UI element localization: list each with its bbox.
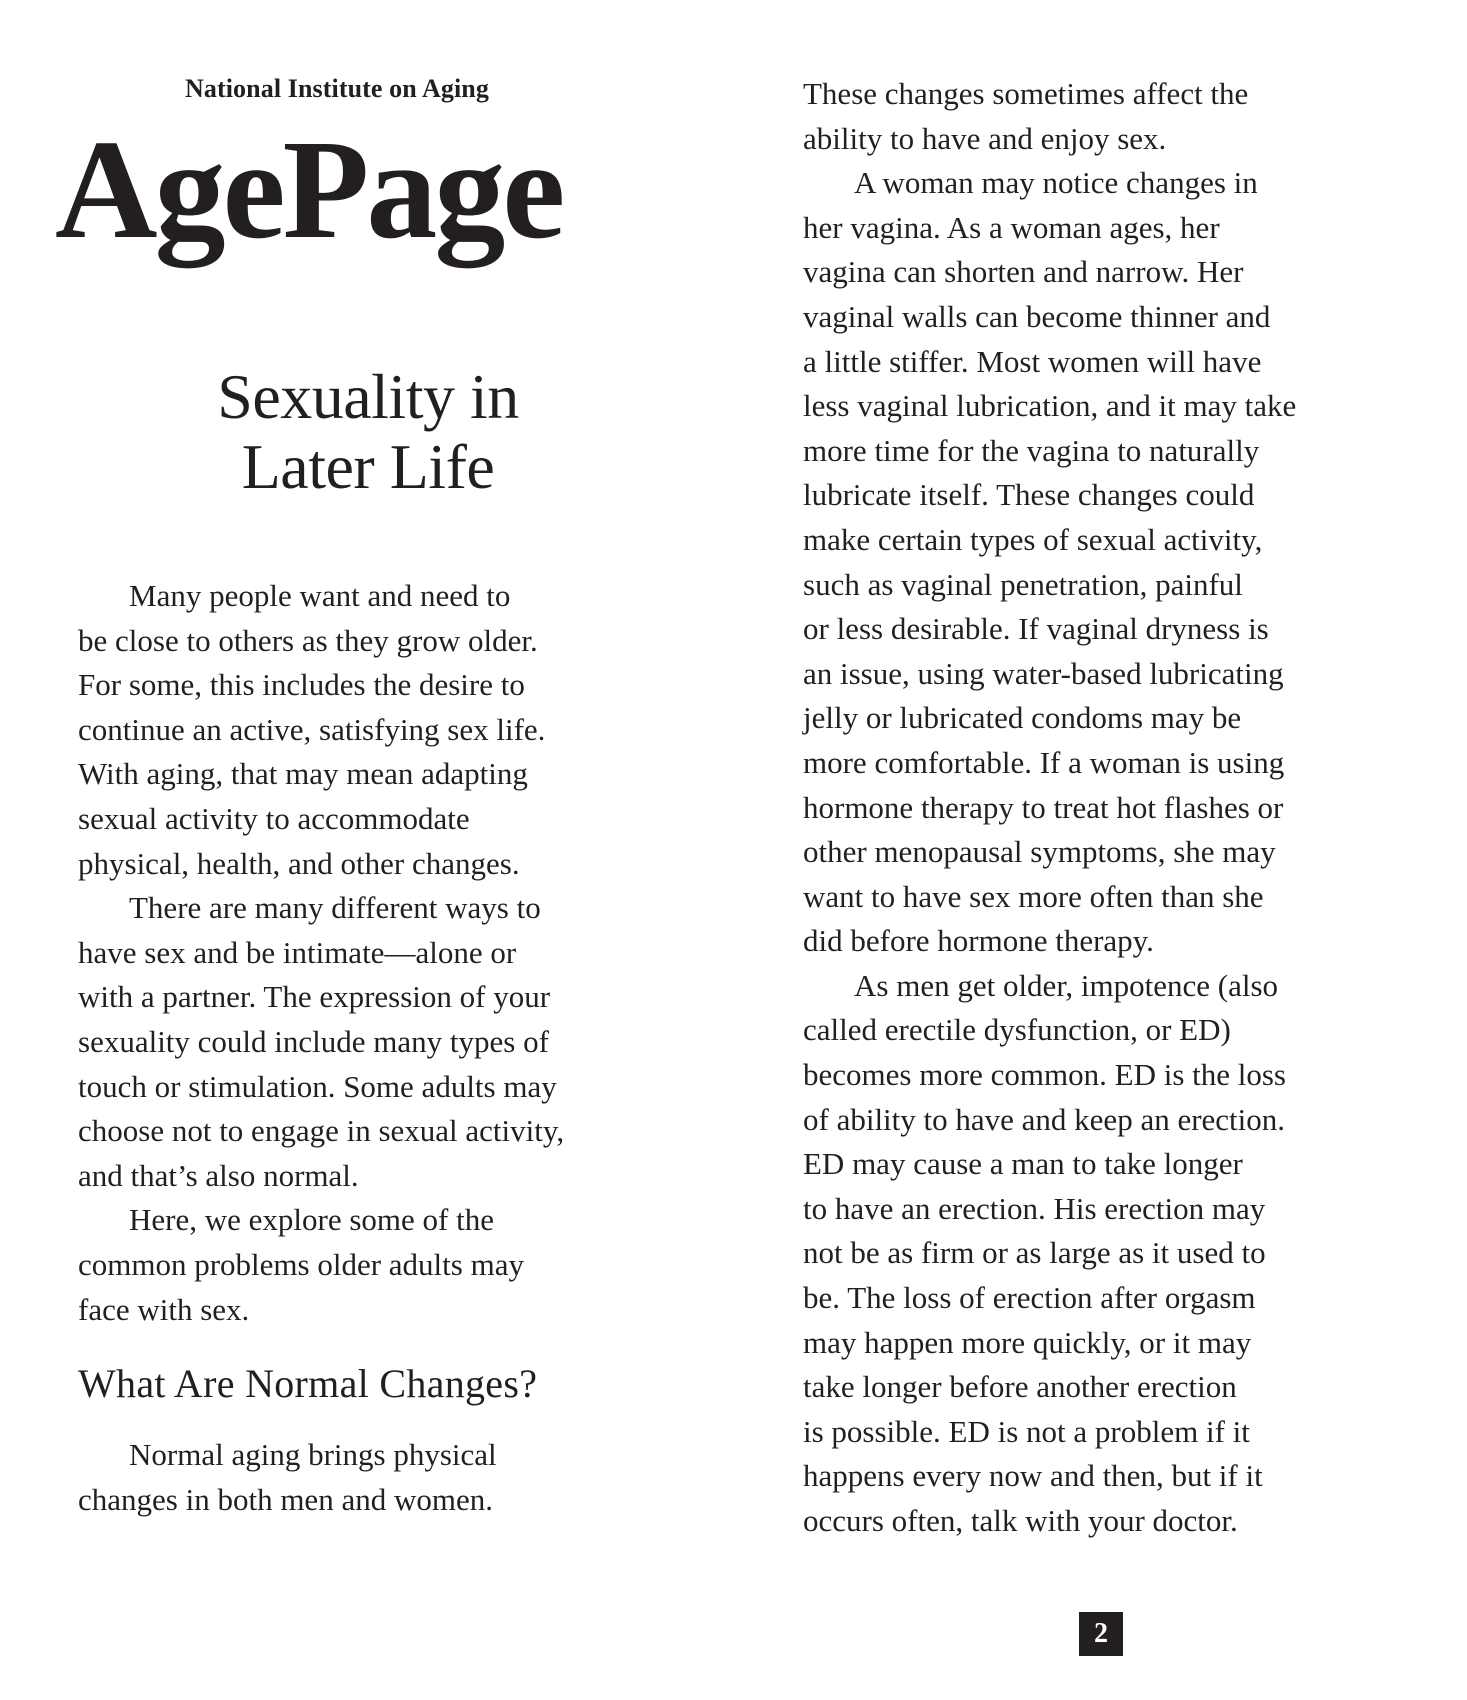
page-number: 2 xyxy=(1079,1612,1123,1656)
text-line: sexuality could include many types of xyxy=(78,1023,549,1059)
text-line: of ability to have and keep an erection. xyxy=(803,1101,1286,1137)
text-line: happens every now and then, but if it xyxy=(803,1458,1263,1494)
section-paragraph-1 xyxy=(78,1433,648,1522)
text-line: have sex and be intimate—alone or xyxy=(78,934,517,970)
text-line: to have an erection. His erection may xyxy=(803,1190,1266,1226)
text-line: more comfortable. If a woman is using xyxy=(803,744,1285,780)
text-line: These changes sometimes affect the xyxy=(803,76,1249,111)
text-line: ability to have and enjoy sex. xyxy=(803,120,1167,156)
text-line: common problems older adults may xyxy=(78,1246,524,1282)
text-line: with a partner. The expression of your xyxy=(78,979,551,1015)
text-line: her vagina. As a woman ages, her xyxy=(803,209,1220,245)
text-line: vagina can shorten and narrow. Her xyxy=(803,254,1244,290)
section-heading: What Are Normal Changes? xyxy=(78,1361,538,1406)
text-line: Many people want and need to xyxy=(129,578,511,613)
text-line: or less desirable. If vaginal dryness is xyxy=(803,611,1269,647)
text-line: vaginal walls can become thinner and xyxy=(803,298,1271,334)
intro-paragraph-3 xyxy=(78,1198,648,1332)
text-line: changes in both men and women. xyxy=(78,1481,493,1517)
text-line: continue an active, satisfying sex life. xyxy=(78,711,546,747)
text-line: occurs often, talk with your doctor. xyxy=(803,1503,1238,1538)
text-line: choose not to engage in sexual activity, xyxy=(78,1113,565,1149)
text-line: sexual activity to accommodate xyxy=(78,800,470,836)
text-line: A woman may notice changes in xyxy=(854,165,1258,201)
text-line: make certain types of sexual activity, xyxy=(803,521,1263,557)
text-line: lubricate itself. These changes could xyxy=(803,477,1255,513)
intro-text xyxy=(78,574,648,1332)
text-line: did before hormone therapy. xyxy=(803,923,1154,959)
text-line: becomes more common. ED is the loss xyxy=(803,1057,1286,1093)
right-paragraph-0 xyxy=(803,72,1423,161)
text-line: ED may cause a man to take longer xyxy=(803,1146,1243,1182)
text-line: touch or stimulation. Some adults may xyxy=(78,1068,557,1104)
text-line: less vaginal lubrication, and it may take xyxy=(803,388,1297,424)
text-line: a little stiffer. Most women will have xyxy=(803,343,1262,379)
text-line: Normal aging brings physical xyxy=(129,1437,497,1472)
text-line: an issue, using water-based lubricating xyxy=(803,655,1284,691)
text-line: hormone therapy to treat hot flashes or xyxy=(803,789,1284,825)
text-line: want to have sex more often than she xyxy=(803,878,1264,914)
text-line: physical, health, and other changes. xyxy=(78,845,520,881)
text-line: called erectile dysfunction, or ED) xyxy=(803,1012,1231,1048)
text-line: There are many different ways to xyxy=(129,890,541,926)
text-line: face with sex. xyxy=(78,1291,250,1327)
institute-name: National Institute on Aging xyxy=(185,74,489,103)
page-title xyxy=(78,362,658,502)
intro-paragraph-1 xyxy=(78,574,648,886)
text-line: and that’s also normal. xyxy=(78,1157,359,1193)
text-line: be. The loss of erection after orgasm xyxy=(803,1280,1256,1316)
text-line: not be as firm or as large as it used to xyxy=(803,1235,1266,1271)
text-line: With aging, that may mean adapting xyxy=(78,756,528,792)
text-line: For some, this includes the desire to xyxy=(78,667,525,703)
text-line: be close to others as they grow older. xyxy=(78,622,538,658)
right-column-text xyxy=(803,72,1423,1544)
agepage-logo: AgePage xyxy=(55,110,563,268)
title-line-2: Later Life xyxy=(241,431,495,502)
text-line: jelly or lubricated condoms may be xyxy=(803,700,1242,736)
text-line: As men get older, impotence (also xyxy=(854,967,1279,1003)
right-paragraph-1 xyxy=(803,161,1423,964)
title-line-1: Sexuality in xyxy=(217,361,519,432)
text-line: may happen more quickly, or it may xyxy=(803,1324,1252,1360)
text-line: more time for the vagina to naturally xyxy=(803,432,1260,468)
section-text xyxy=(78,1433,648,1522)
right-paragraph-2 xyxy=(803,964,1423,1544)
text-line: other menopausal symptoms, she may xyxy=(803,834,1276,870)
text-line: take longer before another erection xyxy=(803,1369,1237,1405)
intro-paragraph-2 xyxy=(78,886,648,1198)
text-line: Here, we explore some of the xyxy=(129,1202,494,1238)
text-line: is possible. ED is not a problem if it xyxy=(803,1413,1250,1449)
text-line: such as vaginal penetration, painful xyxy=(803,566,1243,602)
